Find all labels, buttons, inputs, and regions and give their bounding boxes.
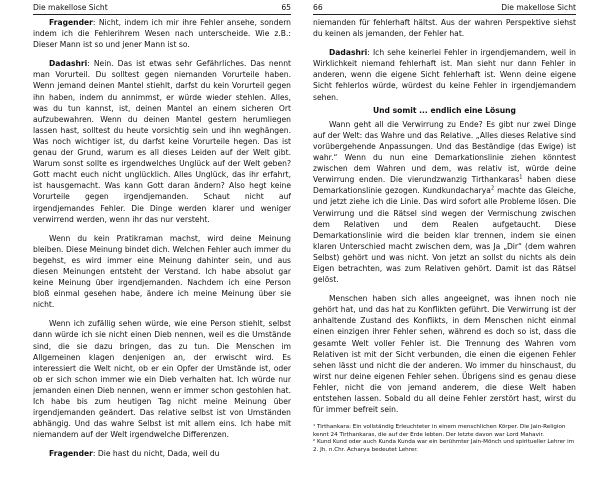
paragraph [33, 233, 291, 311]
left-page-header [33, 2, 291, 15]
footnote-marker: 2 [490, 185, 495, 192]
right-header-title: Die makellose Sicht [501, 3, 576, 12]
paragraph [313, 293, 576, 415]
paragraph-text: : Nein. Das ist etwas sehr Gefährliches. Das nennt man Vorurteil. Du solltest gegen niemanden Vorurteile haben. Wenn jemand deinen Mantel stiehlt, darfst du kein Vorurteil gegen ihn haben, indem du annimmst, er würde wieder stehlen. Alles, was du tun kannst, ist, deinen Mantel an einem sicheren Ort aufzubewahren. Wenn du deinen Mantel gestern herumliegen lassen hast, solltest du heute vorsichtig sein und ihn weghängen. Was noch wichtiger ist, du darfst keine Vorurteile hegen. Das ist genau der Grund, warum es all dieses Leiden auf der Welt gibt. Warum sonst sollte es irgendwelches Unglück auf der Welt geben? Gott macht euch nicht unglücklich. Alles Unglück, das ihr erfahrt, ist hausgemacht. Was kann Gott daran ändern? Also hegt keine Vorurteile gegen irgendjemanden. Schaut nicht auf irgendjemandes Fehler. Die Dinge werden klarer und weniger verwirrend werden, wenn ihr das nur versteht. [33, 59, 291, 224]
paragraph-text: : Ich sehe keinerlei Fehler in irgendjemandem, weil in Wirklichkeit niemand fehlerhaft ist. Man sieht nur dann Fehler in anderen, wenn die eigene Sicht fehlerhaft ist. Wenn deine eigene Sicht fehlerlos würde, würdest du keine Fehler in irgendjemandem sehen. [313, 48, 576, 102]
right-page [313, 0, 576, 485]
footnote: ² Kund Kund oder auch Kunda Kunda war ein berühmter Jain-Mönch und spiritueller Lehrer im 2. Jh. n.Chr. Acharya bedeutet Lehrer. [313, 439, 575, 453]
paragraph-text: : Nicht, indem ich mir ihre Fehler ansehe, sondern indem ich die Fehlerihrem Wesen nach unterscheide. Wie z.B.: Dieser Mann ist so und jener Mann ist so. [33, 18, 291, 50]
paragraph [33, 17, 291, 50]
left-page [33, 0, 291, 485]
paragraph [33, 448, 291, 459]
paragraph-text: Menschen haben sich alles angeeignet, was ihnen noch nie gehört hat, und das hat zu Konflikten geführt. Die Verwirrung ist der anhaltende Zustand des Konflikts, in dem Menschen nicht einmal einen einzigen ihrer Fehler sehen, während es doch so ist, dass die gesamte Welt voller Fehler ist. Die Trennung des Wahren vom Relativen ist mit der Sicht verbunden, die einen die eigenen Fehler sehen lässt und nicht die der anderen. Wo immer du hinschaust, du wirst nur deine eigenen Fehler sehen. Übrigens sind es genau diese Fehler, nicht die von jemand anderem, die diese Welt haben entstehen lassen. Sobald du all deine Fehler zerstört hast, wirst du für immer befreit sein. [313, 294, 576, 415]
footnote-marker: 1 [519, 174, 523, 181]
left-header-title: Die makellose Sicht [33, 3, 108, 12]
paragraph [33, 318, 291, 440]
paragraph-text: machte das Gleiche, und jetzt ziehe ich die Linie. Das wird sofort alle Probleme lösen. Die Verwirrung und die Rätsel sind wegen der Vermischung zwischen dem Relativen und dem Realen aufgetaucht. Diese Demarkationslinie wird die beiden klar trennen, indem sie einen klaren Unterschied macht zwischen dem, was Ja „Dir“ (dem wahren Selbst) gehört und was nicht. Von jetzt an sollst du nichts als dein Eigen betrachten, was zum Relativen gehört. Damit ist das Rätsel gelöst. [313, 186, 576, 285]
paragraph [313, 119, 576, 285]
right-page-number: 66 [313, 3, 323, 12]
section-title: Und somit ... endlich eine Lösung [372, 105, 516, 115]
speaker-label: Dadashri [329, 48, 368, 58]
paragraph-text: haben diese Demarkationslinie gezogen. Kundkundacharya [313, 175, 576, 196]
paragraph [33, 58, 291, 224]
paragraph-text: Wann geht all die Verwirrung zu Ende? Es gibt nur zwei Dinge auf der Welt: das Wahre und das Relative. „Alles dieses Relative sind vorübergehende Anpassungen. Und das Beständige (das Ewige) ist wahr.“ Wenn du nun eine Demarkationslinie ziehen könntest zwischen dem Wahren und dem, was relativ ist, würde deine Verwirrung enden. Die vierundzwanzig Tirthankaras [313, 119, 576, 185]
paragraph [313, 47, 576, 102]
left-page-body [33, 17, 291, 459]
speaker-label: Dadashri [49, 59, 88, 69]
footnote: ¹ Tirthankara: Ein vollständig Erleuchteter in einem menschlichen Körper. Die Jain-Religion kennt 24 Tirthankaras, die auf der Erde lebten. Der letzte davon war Lord Mahavir. [313, 424, 566, 438]
speaker-label: Fragender [49, 449, 93, 459]
speaker-label: Fragender [49, 18, 93, 27]
footnotes [313, 424, 576, 454]
right-page-header [313, 2, 576, 15]
paragraph-text: : Die hast du nicht, Dada, weil du [92, 449, 220, 459]
paragraph-text: niemanden für fehlerhaft hältst. Aus der wahren Perspektive siehst du keinen als jemanden, der Fehler hat. [313, 18, 576, 39]
paragraph [313, 17, 576, 39]
right-page-body [313, 17, 576, 455]
paragraph-text: Wenn du kein Pratikraman machst, wird deine Meinung bleiben. Diese Meinung bindet dich. Welchen Fehler auch immer du begehst, es wird immer eine Meinung dahinter sein, und aus diesen Meinungen entsteht der Verstand. Ich habe absolut gar keine Meinung über irgendjemanden. Nachdem ich eine Person bloß einmal gesehen habe, ändere ich meine Meinung über sie nicht. [33, 233, 291, 310]
paragraph-text: Wenn ich zufällig sehen würde, wie eine Person stiehlt, selbst dann würde ich sie nicht einen Dieb nennen, weil es die Umstände sind, die sie dazu bringen, das zu tun. Die Menschen im Allgemeinen klagen denjenigen an, der erwischt wird. Es interessiert die Welt nicht, ob er ein Opfer der Umstände ist, oder ob er sich schon immer wie ein Dieb verhalten hat. Ich würde nur jemanden einen Dieb nennen, wenn er immer schon gestohlen hat. Ich habe bis zum heutigen Tag nicht meine Meinung über irgendjemanden geändert. Das relative selbst ist von Umständen abhängig. Und das wahre Selbst ist mit allem eins. Ich habe mit niemandem auf der Welt irgendwelche Differenzen. [33, 319, 291, 440]
left-page-number: 65 [281, 3, 291, 12]
